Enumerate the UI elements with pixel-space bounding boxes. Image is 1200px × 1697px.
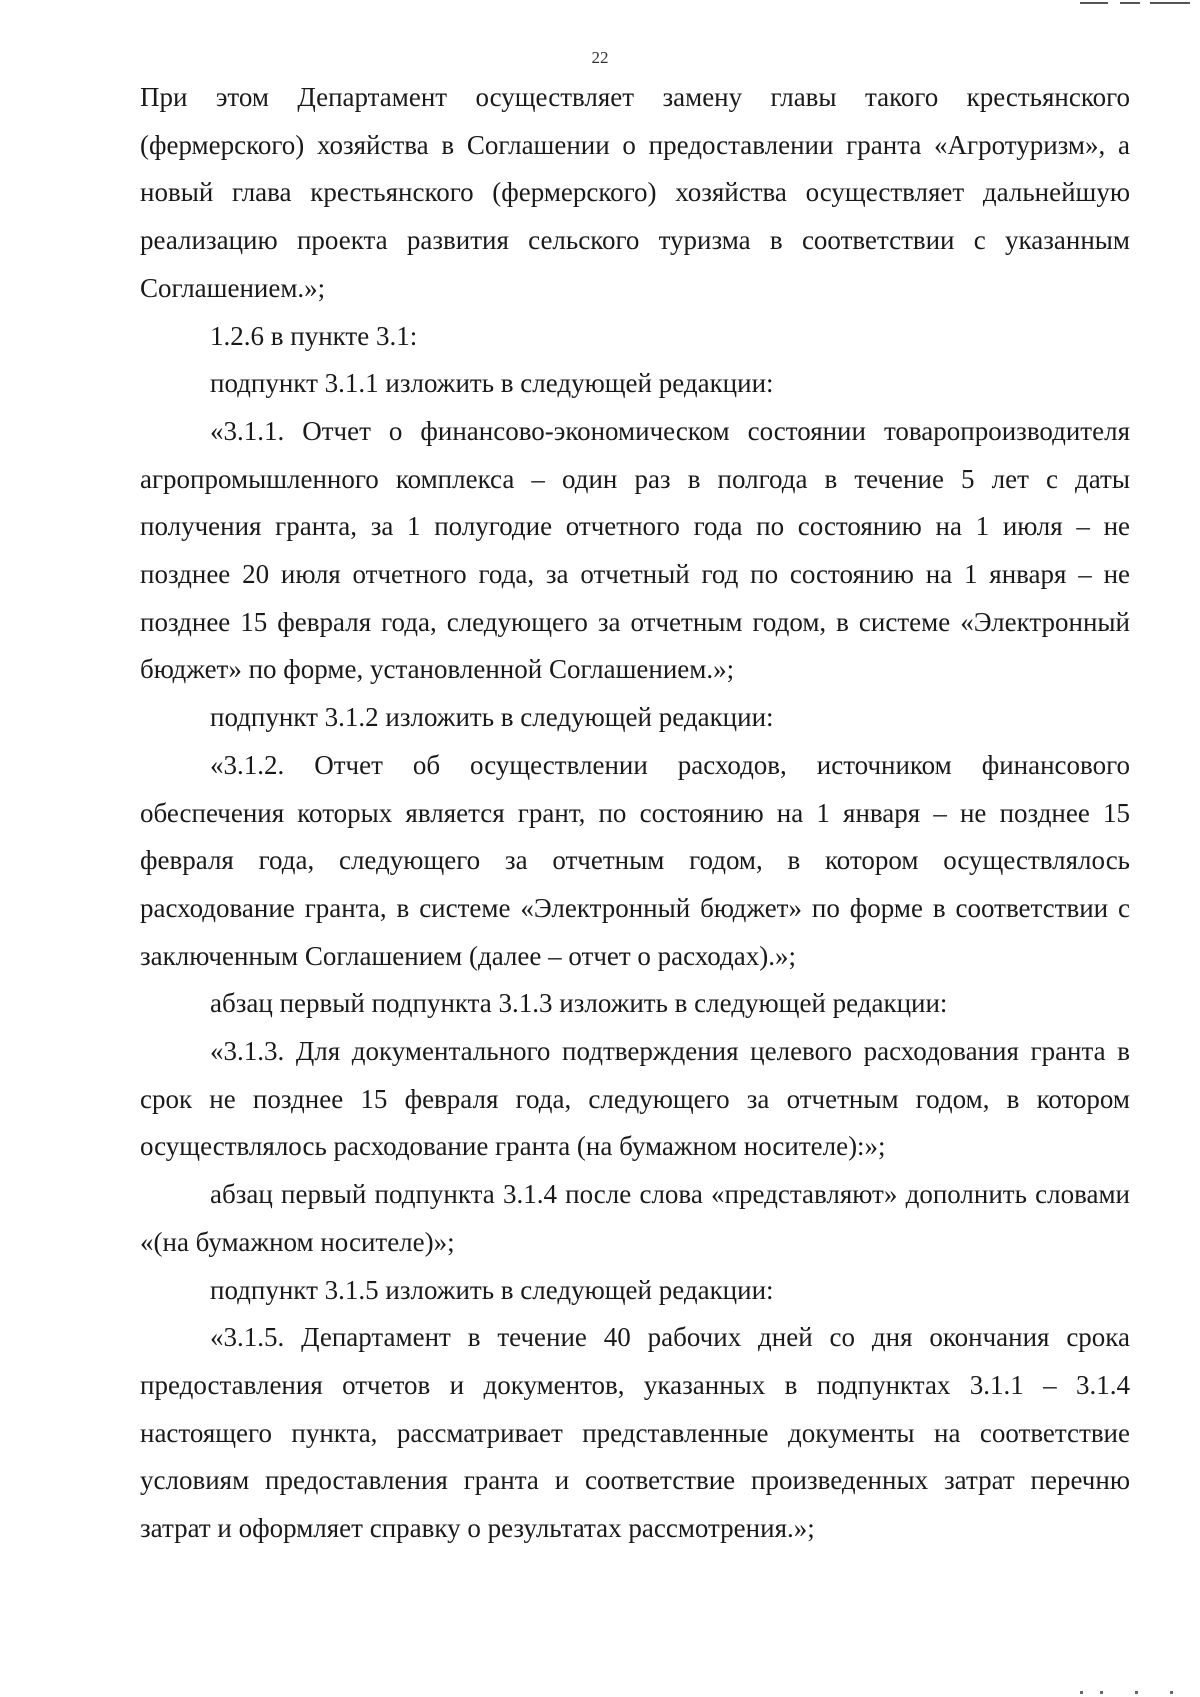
page-number: 22 bbox=[591, 48, 609, 67]
scan-artifact bbox=[1050, 0, 1200, 8]
paragraph: «3.1.2. Отчет об осуществлении расходов, источником финансового обеспечения которых является грант, по состоянию на 1 января – не позднее 15 февраля года, следующего за отчетным годом, в котором осуществлялось расходование гранта, в системе «Электронный бюджет» по форме в соответствии с заключенным Соглашением (далее – отчет о расходах).»; bbox=[140, 749, 1130, 971]
paragraph: При этом Департамент осуществляет замену главы такого крестьянского (фермерского) хозяйства в Соглашении о предоставлении гранта «Агротуризм», а новый глава крестьянского (фермерского) хозяйства осуществляет дальнейшую реализацию проекта развития сельского туризма в соответствии с указанным Соглашением.»; bbox=[140, 82, 1130, 303]
paragraph: «3.1.1. Отчет о финансово-экономическом состоянии товаропроизводителя агропромышленного комплекса – один раз в полгода в течение 5 лет с даты получения гранта, за 1 полугодие отчетного года по состоянию на 1 июля – не позднее 20 июля отчетного года, за отчетный год по состоянию на 1 января – не позднее 15 февраля года, следующего за отчетным годом, в системе «Электронный бюджет» по форме, установленной Соглашением.»; bbox=[140, 415, 1130, 685]
paragraph: «3.1.5. Департамент в течение 40 рабочих дней со дня окончания срока предоставления отчетов и документов, указанных в подпунктах 3.1.1 – 3.1.4 настоящего пункта, рассматривает представленные документы на соответствие условиям предоставления гранта и соответствие произведенных затрат перечню затрат и оформляет справку о результатах рассмотрения.»; bbox=[140, 1322, 1130, 1544]
paragraph: подпункт 3.1.2 изложить в следующей редакции: bbox=[210, 702, 774, 733]
paragraph: «3.1.3. Для документального подтверждения целевого расходования гранта в срок не позднее 15 февраля года, следующего за отчетным годом, в котором осуществлялось расходование гранта (на бумажном носителе):»; bbox=[140, 1036, 1130, 1162]
paragraph: абзац первый подпункта 3.1.3 изложить в следующей редакции: bbox=[210, 988, 948, 1019]
paragraph: подпункт 3.1.1 изложить в следующей редакции: bbox=[210, 368, 774, 399]
paragraph: 1.2.6 в пункте 3.1: bbox=[210, 320, 418, 351]
paragraph: подпункт 3.1.5 изложить в следующей редакции: bbox=[210, 1274, 774, 1305]
paragraph: абзац первый подпункта 3.1.4 после слова «представляют» дополнить словами «(на бумажном носителе)»; bbox=[140, 1179, 1130, 1257]
scan-artifact bbox=[1040, 1687, 1200, 1697]
document-body bbox=[140, 74, 1130, 1553]
